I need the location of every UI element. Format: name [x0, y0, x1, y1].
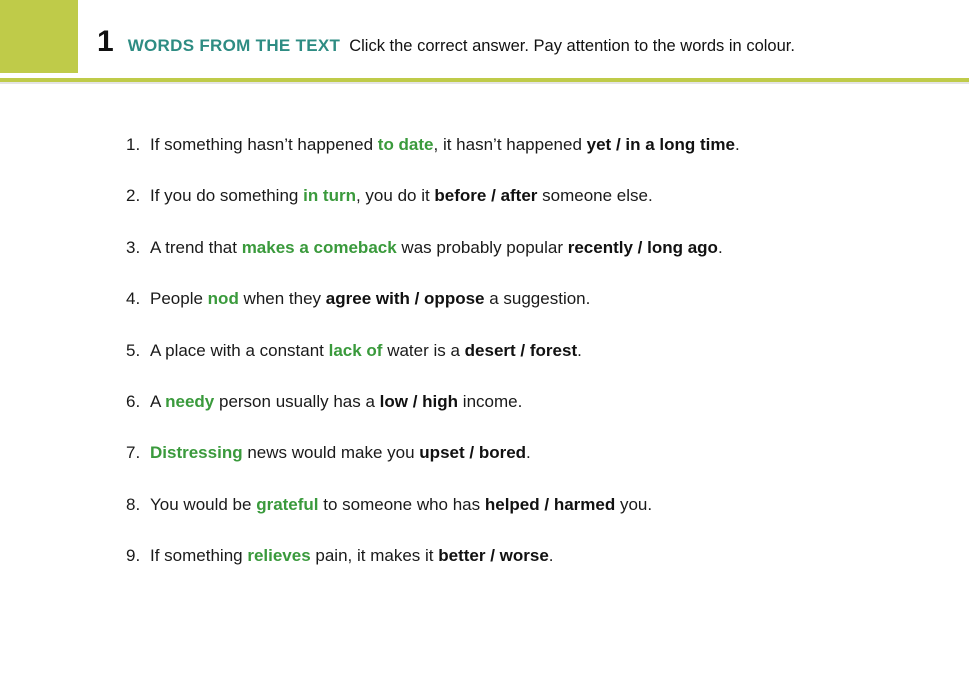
answer-option-2[interactable]: worse — [499, 546, 549, 566]
question-text: . — [577, 340, 582, 360]
question-text: when they — [238, 289, 326, 309]
option-separator: / — [539, 494, 554, 514]
exercise-number: 1 — [97, 25, 114, 58]
answer-option-1[interactable]: desert — [464, 340, 516, 360]
question-number: 3. — [126, 237, 141, 257]
header-accent-block — [0, 0, 78, 73]
answer-option-1[interactable]: low — [379, 391, 408, 411]
question-text: If something — [150, 546, 248, 566]
answer-option-2[interactable]: high — [422, 391, 459, 411]
question-number: 8. — [126, 494, 141, 514]
question-text: . — [734, 135, 740, 154]
question-number: 1. — [126, 135, 141, 154]
question-number: 9. — [126, 546, 141, 566]
key-term: grateful — [256, 494, 319, 514]
answer-option-1[interactable]: yet — [586, 135, 612, 154]
question-text: A place with a constant — [150, 340, 329, 360]
option-separator: / — [464, 443, 479, 463]
question-text: If something hasn’t happened — [150, 135, 378, 154]
question-item — [126, 131, 740, 182]
question-text: a suggestion. — [484, 289, 591, 309]
key-term: needy — [165, 391, 215, 411]
answer-option-2[interactable]: after — [500, 186, 538, 206]
key-term: to date — [377, 135, 434, 154]
question-text: you. — [615, 494, 653, 514]
exercise-instruction: Click the correct answer. Pay attention to the words in colour. — [349, 37, 795, 55]
question-text: A — [150, 391, 166, 411]
answer-option-1[interactable]: recently — [567, 237, 633, 257]
question-item — [126, 388, 740, 439]
key-term: relieves — [247, 546, 311, 566]
option-separator: / — [632, 237, 648, 257]
answer-option-1[interactable]: helped — [484, 494, 540, 514]
question-text: If you do something — [150, 186, 304, 206]
answer-option-1[interactable]: better — [438, 546, 486, 566]
answer-option-2[interactable]: long ago — [647, 237, 718, 257]
option-separator: / — [486, 186, 501, 206]
question-text: someone else. — [537, 186, 653, 206]
exercise-header — [97, 25, 795, 59]
header-divider-shadow — [0, 82, 969, 84]
question-text: pain, it makes it — [310, 546, 439, 566]
question-text: to someone who has — [318, 494, 485, 514]
key-term: in turn — [303, 186, 356, 206]
option-separator: / — [611, 135, 626, 154]
question-text: A trend that — [150, 237, 242, 257]
question-text: You would be — [150, 494, 257, 514]
answer-option-1[interactable]: upset — [419, 443, 465, 463]
key-term: Distressing — [150, 443, 243, 463]
option-separator: / — [409, 289, 425, 309]
answer-option-2[interactable]: bored — [478, 443, 527, 463]
question-number: 6. — [126, 391, 141, 411]
option-separator: / — [408, 391, 423, 411]
exercise-title: WORDS FROM THE TEXT — [127, 36, 341, 55]
key-term: nod — [207, 289, 239, 309]
answer-option-1[interactable]: agree with — [325, 289, 410, 309]
question-text: . — [548, 546, 554, 566]
option-separator: / — [515, 340, 530, 360]
question-item — [126, 285, 740, 336]
question-text: income. — [458, 391, 523, 411]
question-item — [126, 491, 740, 542]
question-text: People — [150, 289, 208, 309]
answer-option-2[interactable]: in a long time — [625, 135, 735, 154]
answer-option-2[interactable]: forest — [529, 340, 578, 360]
question-text: , it hasn’t happened — [433, 135, 587, 154]
question-text: water is a — [382, 340, 465, 360]
question-number: 7. — [126, 443, 141, 463]
question-text: news would make you — [242, 443, 420, 463]
answer-option-2[interactable]: harmed — [553, 494, 616, 514]
answer-option-1[interactable]: before — [434, 186, 487, 206]
question-number: 5. — [126, 340, 141, 360]
question-text: . — [717, 237, 723, 257]
answer-option-2[interactable]: oppose — [424, 289, 485, 309]
question-number: 4. — [126, 289, 141, 309]
question-item — [126, 337, 740, 388]
question-list — [126, 131, 740, 594]
key-term: makes a comeback — [241, 237, 397, 257]
question-item — [126, 542, 740, 593]
question-text: . — [526, 443, 531, 463]
option-separator: / — [485, 546, 500, 566]
question-text: person usually has a — [214, 391, 380, 411]
question-text: , you do it — [355, 186, 435, 206]
question-item — [126, 182, 740, 233]
question-item — [126, 234, 740, 285]
question-item — [126, 439, 740, 490]
question-number: 2. — [126, 186, 141, 206]
question-text: was probably popular — [396, 237, 568, 257]
key-term: lack of — [328, 340, 383, 360]
